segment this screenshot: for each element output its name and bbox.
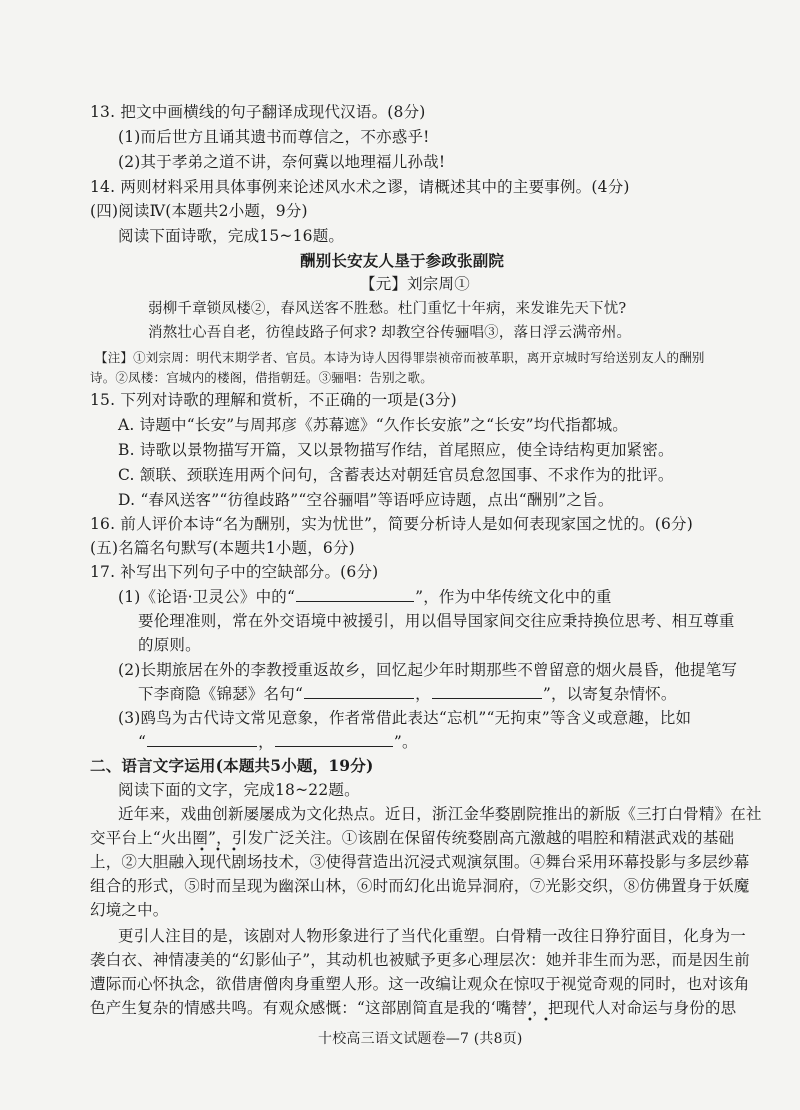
q17-item-3-line-1: (3)鸥鸟为古代诗文常见意象，作者常借此表达“忘机”“无拘束”等含义或意趣，比如 [118,709,692,727]
q13-sentence-1: (1)而后世方且诵其遗书而尊信之，不亦惑乎! [118,128,430,146]
q13-sentence-2: (2)其于孝弟之道不讲，奈何冀以地理福儿孙哉! [118,153,446,171]
q16-stem: 16. 前人评价本诗“名为酬别，实为忧世”，简要分析诗人是如何表现家国之忧的。(6分) [90,515,693,533]
q17-item-2-line-1: (2)长期旅居在外的李教授重返故乡，回忆起少年时期那些不曾留意的烟火晨昏，他提笔写 [118,661,738,679]
passage-p1-line-4: 组合的形式，⑤时而呈现为幽深山林，⑥时而幻化出诡异洞府，⑦光影交织，⑧仿佛置身于妖魔 [90,877,750,895]
q17-blank-2[interactable] [304,683,414,699]
q17-item-1-line-2: 要伦理准则，常在外交语境中被援引，用以倡导国家间交往应秉持换位思考、相互尊重 [138,612,735,630]
q15-option-b: B. 诗歌以景物描写开篇，又以景物描写作结，首尾照应，使全诗结构更加紧密。 [118,441,674,459]
q15-option-d: D. “春风送客”“彷徨歧路”“空谷骊唱”等语呼应诗题，点出“酬别”之旨。 [118,491,614,509]
q13-stem: 13. 把文中画横线的句子翻译成现代汉语。(8分) [90,103,426,121]
emphasis-dot: • [543,1015,549,1026]
part-2-instruction: 阅读下面的文字，完成18~22题。 [118,781,360,799]
q17-item-3-open-quote: “ [138,733,147,751]
q17-item-3-comma: ， [258,733,274,751]
q17-stem: 17. 补写出下列句子中的空缺部分。(6分) [90,563,379,581]
part-2-heading: 二、语言文字运用(本题共5小题，19分) [90,756,374,775]
emphasis-dot: • [215,845,221,856]
poem-title: 酬别长安友人垦于参政张副院 [300,251,505,270]
passage-p1-line-5: 幻境之中。 [90,901,169,919]
poem-note-line-2: 诗。②凤楼：宫城内的楼阁，借指朝廷。③骊唱：告别之歌。 [90,370,433,385]
q17-item-1-line-1 [118,586,612,608]
q17-item-1-line-3: 的原则。 [138,636,201,654]
passage-p1-line-3: 上，②大胆融入现代剧场技术，③使得营造出沉浸式观演氛围。④舞台采用环幕投影与多层纱幕 [90,853,750,871]
poem-author: 【元】刘宗周① [360,275,470,293]
passage-p2-line-4: 色产生复杂的情感共鸣。有观众感慨：“这部剧简直是我的‘嘴替’，把现代人对命运与身份的思 [90,999,737,1017]
page-footer: 十校高三语文试题卷—7 (共8页) [318,1031,523,1047]
emphasis-dot: • [231,845,237,856]
q17-item-2-comma: ， [415,685,431,703]
passage-p1-line-1: 近年来，戏曲创新屡屡成为文化热点。近日，浙江金华婺剧院推出的新版《三打白骨精》在社 [118,805,762,823]
q15-option-c: C. 颔联、颈联连用两个问句，含蓄表达对朝廷官员怠忽国事、不求作为的批评。 [118,466,674,484]
passage-p2-line-3: 遭际而心怀执念，欲借唐僧肉身重塑人形。这一改编让观众在惊叹于视觉奇观的同时，也对该角 [90,975,750,993]
emphasis-dot: • [527,1015,533,1026]
q17-blank-3[interactable] [432,683,542,699]
q17-blank-5[interactable] [275,731,393,747]
poem-note-line-1: 【注】①刘宗周：明代末期学者、官员。本诗为诗人因得罪崇祯帝而被革职，离开京城时写给送别友人的酬别 [95,350,705,365]
q17-item-3-line-2 [138,731,418,753]
q17-item-2-line-2 [138,683,677,705]
q17-item-1-suffix: ”，作为中华传统文化中的重 [415,588,612,606]
poem-line-2: 消熬壮心吾自老，彷徨歧路子何求? 却教空谷传骊唱③，落日浮云满帝州。 [148,325,632,341]
q17-item-3-close: ”。 [393,733,418,751]
q17-item-1-prefix: (1)《论语·卫灵公》中的“ [118,588,296,606]
q17-blank-1[interactable] [296,586,414,602]
section-4-instruction: 阅读下面诗歌，完成15~16题。 [118,227,345,245]
passage-p2-line-1: 更引人注目的是，该剧对人物形象进行了当代化重塑。白骨精一改往日狰狞面目，化身为一 [118,927,747,945]
passage-p2-line-2: 袭白衣、神情凄美的“幻影仙子”，其动机也被赋予更多心理层次：她并非生而为恶，而是因生前 [90,951,750,969]
q17-blank-4[interactable] [147,731,257,747]
section-4-heading: (四)阅读Ⅳ(本题共2小题，9分) [90,202,308,220]
q14-stem: 14. 两则材料采用具体事例来论述风水术之谬，请概述其中的主要事例。(4分) [90,178,630,196]
section-5-heading: (五)名篇名句默写(本题共1小题，6分) [90,539,355,557]
q17-item-2-suffix: ”，以寄复杂情怀。 [542,685,677,703]
emphasis-dot: • [199,845,205,856]
poem-line-1: 弱柳千章锁凤楼②，春风送客不胜愁。杜门重忆十年病，来发谁先天下忧? [148,301,627,317]
q17-item-2-prefix: 下李商隐《锦瑟》名句“ [138,685,304,703]
passage-p1-line-2: 交平台上“火出圈”，引发广泛关注。①该剧在保留传统婺剧高亢激越的唱腔和精湛武戏的基础 [90,829,735,847]
q15-option-a: A. 诗题中“长安”与周邦彦《苏幕遮》“久作长安旅”之“长安”均代指都城。 [118,416,628,434]
q15-stem: 15. 下列对诗歌的理解和赏析，不正确的一项是(3分) [90,391,457,409]
